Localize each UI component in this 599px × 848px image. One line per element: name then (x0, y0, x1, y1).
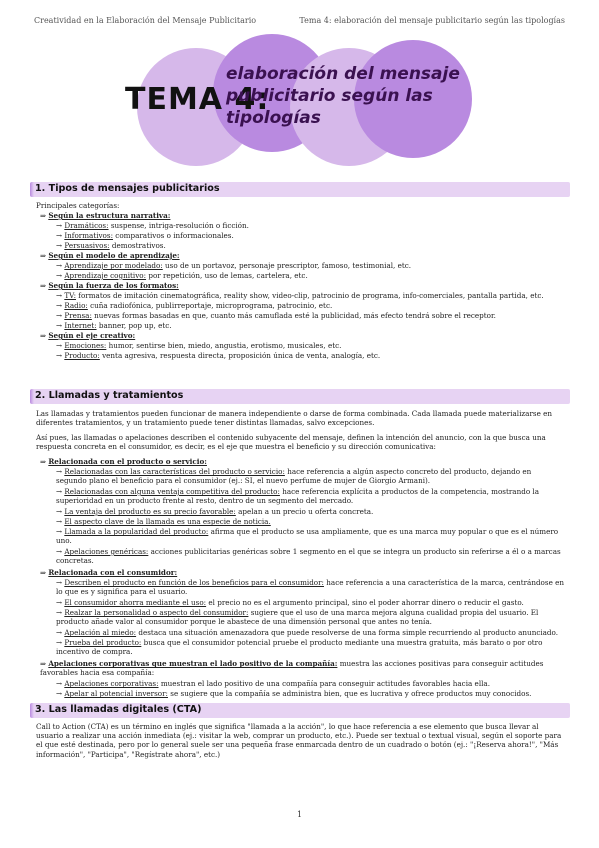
list-item: → Emociones: humor, sentirse bien, miedo, angustia, erotismo, musicales, etc. (56, 341, 342, 350)
tema-subtitle: elaboración del mensaje publicitario según las tipologías (226, 64, 460, 128)
section-heading: 1. Tipos de mensajes publicitarios (30, 182, 570, 197)
section-heading: 2. Llamadas y tratamientos (30, 389, 570, 404)
s1-group-1: ⇒ Según la estructura narrativa: (40, 211, 171, 220)
s2-group-3: ⇒ Apelaciones corporativas que muestran el lado positivo de la compañía: muestra las acciones positivas para conseguir actitudes favorables hacia esa compañía: (40, 659, 544, 678)
list-item: → Apelar al potencial inversor: se sugiere que la compañía se administra bien, que es lucrativa y ofrece productos muy conocidos. (56, 689, 532, 698)
header-right: Tema 4: elaboración del mensaje publicitario según las tipologías (299, 16, 565, 25)
section-heading: 3. Las llamadas digitales (CTA) (30, 703, 570, 718)
list-item: → Internet: banner, pop up, etc. (56, 321, 172, 330)
list-item: → Informativos: comparativos o informacionales. (56, 231, 234, 240)
s1-group-2: ⇒ Según el modelo de aprendizaje: (40, 251, 180, 260)
list-item: → Relacionadas con las características del producto o servicio: hace referencia a algún aspecto concreto del producto, dejando en segundo plano el beneficio para el consumidor (ej.: SI, el nuevo perfume de mujer de Giorgio Armani). (56, 467, 532, 486)
header-left: Creatividad en la Elaboración del Mensaje Publicitario (34, 16, 257, 25)
s2-group-1: ⇒ Relacionada con el producto o servicio: (40, 457, 207, 466)
s3-paragraph: Call to Action (CTA) es un término en inglés que significa "llamada a la acción", lo que hace referencia a ese elemento que busca llevar al usuario a realizar una acción inmediata (ej.: visitar la web, comprar un producto, etc.). Puede ser textual o textual visual, según el soporte para el que esté destinada, pero por lo general suele ser una pequeña frase enmarcada dentro de un cuadrado o botón (ej.: "¡Reserva ahora!", "Más información", "Participa", "Regístrate ahora", etc.) (36, 722, 562, 759)
list-item: → Apelaciones corporativas: muestran el lado positivo de una compañía para conseguir actitudes favorables hacia ella. (56, 679, 490, 688)
s1-group-3: ⇒ Según la fuerza de los formatos: (40, 281, 179, 290)
list-item: → Aprendizaje cognitivo: por repetición, uso de lemas, cartelera, etc. (56, 271, 308, 280)
list-item: → Prueba del producto: busca que el consumidor potencial pruebe el producto mediante una muestra gratuita, más barato o por otro incentivo de compra. (56, 638, 543, 657)
s1-intro: Principales categorías: (36, 201, 120, 210)
list-item: → El consumidor ahorra mediante el uso: el precio no es el argumento principal, sino el poder ahorrar dinero o reducir el gasto. (56, 598, 524, 607)
list-item: → Realzar la personalidad o aspecto del consumidor: sugiere que el uso de una marca mejora alguna cualidad propia del usuario. El producto añade valor al consumidor porque le abastece de una dimensión personal que antes no tenía. (56, 608, 539, 627)
list-item: → Persuasivos: demostrativos. (56, 241, 166, 250)
list-item: → Dramáticos: suspense, intriga-resolución o ficción. (56, 221, 249, 230)
list-item: → Prensa: nuevas formas basadas en que, cuanto más camuflada esté la publicidad, más efecto tendrá sobre el receptor. (56, 311, 496, 320)
list-item: → El aspecto clave de la llamada es una especie de noticia. (56, 517, 271, 526)
s1-group-4: ⇒ Según el eje creativo: (40, 331, 136, 340)
list-item: → Relacionadas con alguna ventaja competitiva del producto: hace referencia explícita a productos de la competencia, mostrando la superioridad en un producto frente al resto, dentro de un segmento del mercado. (56, 487, 540, 506)
list-item: → TV: formatos de imitación cinematográfica, reality show, video-clip, patrocinio de programa, info-comerciales, pantalla partida, etc. (56, 291, 544, 300)
s2-paragraph-1: Las llamadas y tratamientos pueden funcionar de manera independiente o darse de forma combinada. Cada llamada puede materializarse en diferentes tratamientos, y un tratamiento puede tener distintas llamadas, salvo excepciones. (36, 409, 553, 428)
list-item: → Apelación al miedo: destaca una situación amenazadora que puede resolverse de una forma simple recurriendo al producto anunciado. (56, 628, 559, 637)
s2-group-2: ⇒ Relacionada con el consumidor: (40, 568, 178, 577)
list-item: → Producto: venta agresiva, respuesta directa, proposición única de venta, analogía, etc. (56, 351, 381, 360)
list-item: → Llamada a la popularidad del producto: afirma que el producto se usa ampliamente, que es una marca muy popular o que es el número uno. (56, 527, 559, 546)
list-item: → Aprendizaje por modelado: uso de un portavoz, personaje prescriptor, famoso, testimonial, etc. (56, 261, 412, 270)
page-number: 1 (296, 810, 303, 819)
s2-paragraph-2: Así pues, las llamadas o apelaciones describen el contenido subyacente del mensaje, definen la intención del anuncio, con la que busca una respuesta concreta en el consumidor, es decir, es el eje que muestra el beneficio y su dirección comunicativa: (36, 433, 546, 452)
list-item: → La ventaja del producto es su precio favorable: apelan a un precio u oferta concreta. (56, 507, 374, 516)
list-item: → Radio: cuña radiofónica, publirreportaje, microprograma, patrocinio, etc. (56, 301, 333, 310)
list-item: → Apelaciones genéricas: acciones publicitarias genéricas sobre 1 segmento en el que se integra un producto sin referirse a él o a marcas concretas. (56, 547, 561, 566)
tema-title: TEMA 4: (125, 82, 270, 117)
list-item: → Describen el producto en función de los beneficios para el consumidor: hace referencia a una característica de la marca, centrándose en lo que es y significa para el usuario. (56, 578, 564, 597)
